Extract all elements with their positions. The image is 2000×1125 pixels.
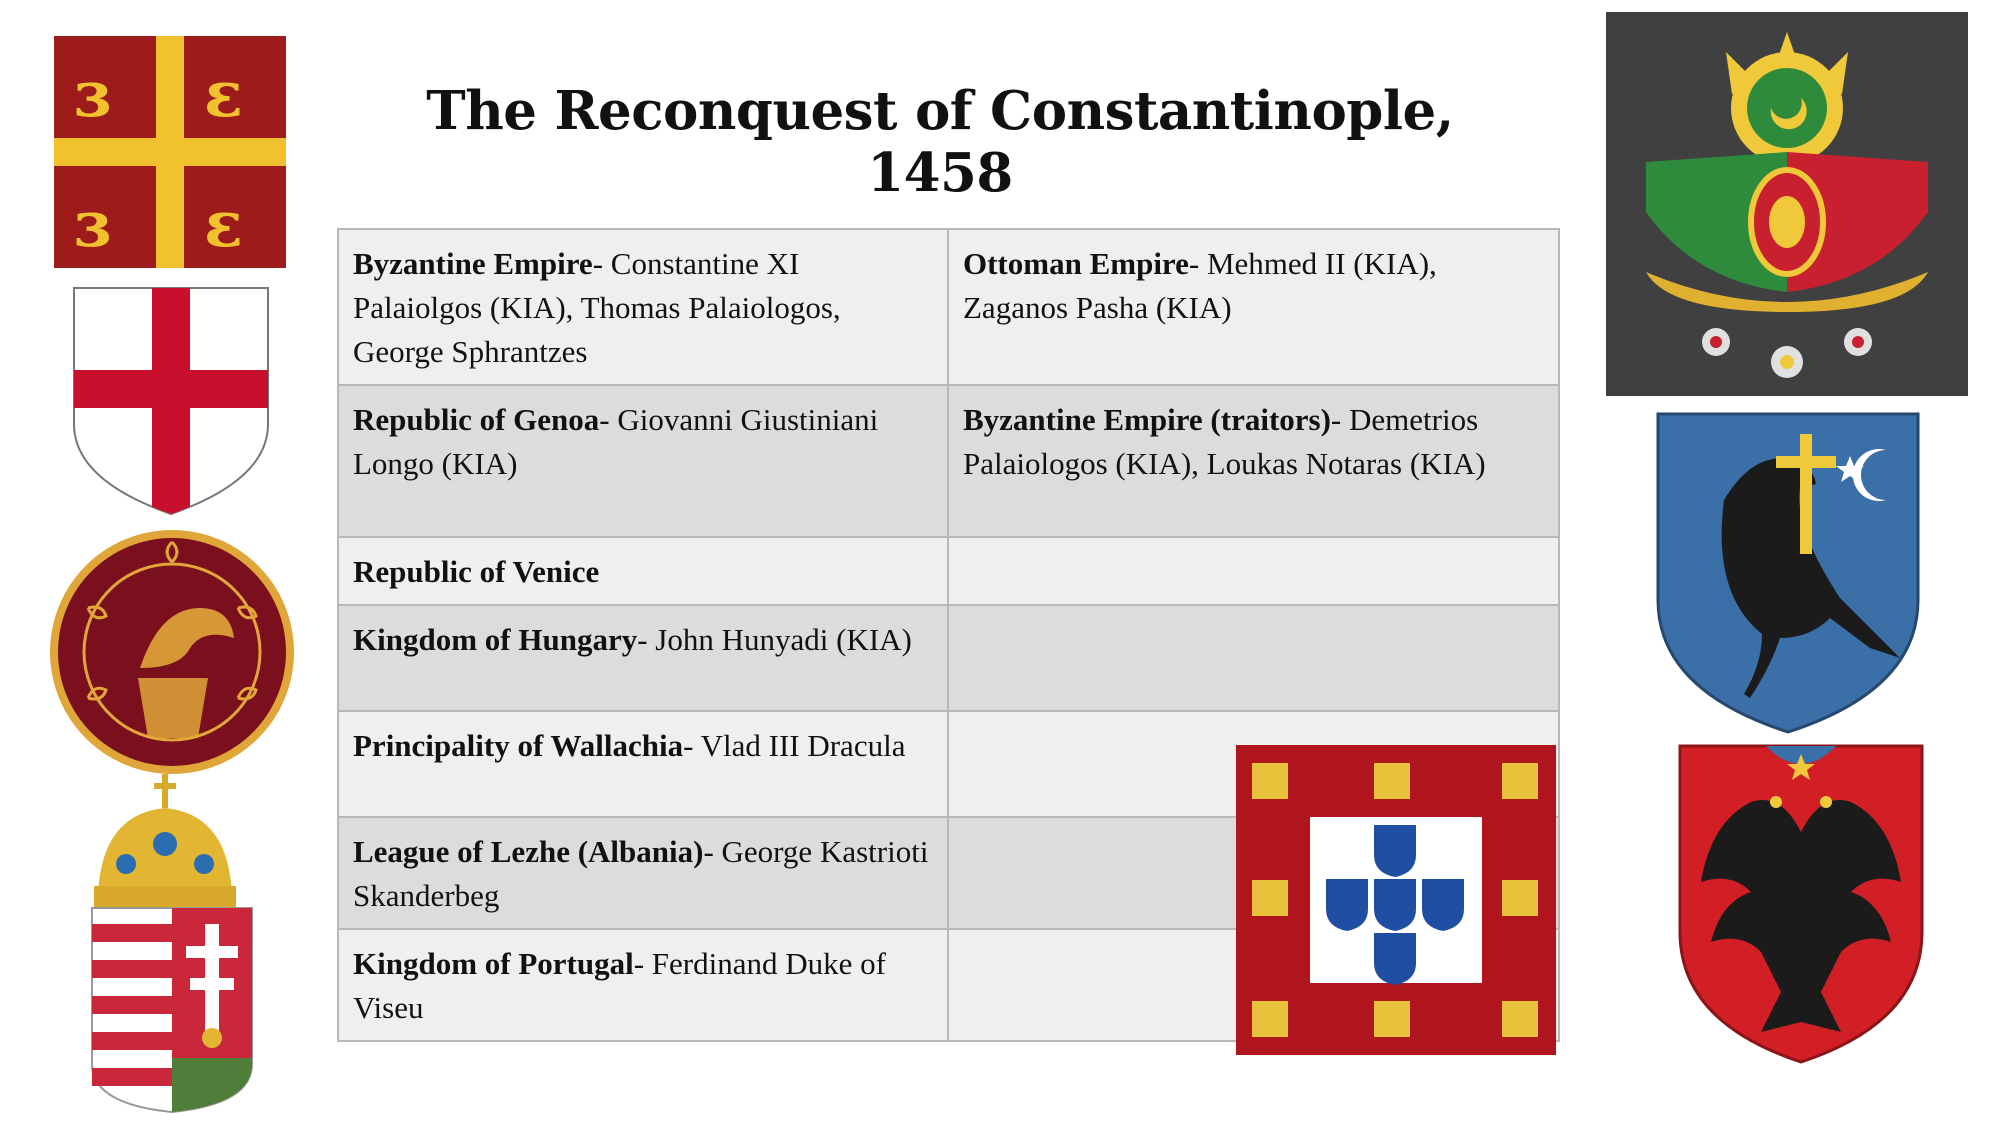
- svg-text:ɜ: ɜ: [74, 57, 110, 132]
- table-cell-left: [338, 929, 948, 1041]
- commanders-text: - George Kastrioti Skanderbeg: [353, 834, 929, 913]
- belligerent-name: Kingdom of Portugal: [353, 946, 634, 981]
- commanders-text: - Vlad III Dracula: [683, 728, 906, 763]
- commanders-text: - Mehmed II (KIA), Zaganos Pasha (KIA): [963, 246, 1437, 325]
- table-cell-left: [338, 537, 948, 605]
- svg-text:ɛ: ɛ: [204, 57, 243, 132]
- table-cell-right: [948, 229, 1559, 385]
- table-row: [338, 385, 1559, 537]
- belligerent-name: Kingdom of Hungary: [353, 622, 638, 657]
- venice-lion-roundel-icon: [48, 528, 296, 776]
- commanders-text: - John Hunyadi (KIA): [637, 622, 912, 657]
- belligerent-name: Byzantine Empire (traitors): [963, 402, 1331, 437]
- table-cell-left: [338, 229, 948, 385]
- svg-text:ɛ: ɛ: [204, 187, 243, 262]
- ottoman-coat-of-arms-icon: [1606, 12, 1968, 396]
- albania-eagle-shield-icon: [1676, 742, 1926, 1066]
- byzantine-tetragrammatic-flag-icon: [54, 36, 286, 268]
- wallachia-raven-shield-icon: [1654, 410, 1922, 736]
- portugal-castles-flag-icon: [1236, 745, 1556, 1055]
- belligerent-name: Byzantine Empire: [353, 246, 593, 281]
- svg-text:ɜ: ɜ: [74, 187, 110, 262]
- table-cell-left: [338, 711, 948, 817]
- table-cell-right: [948, 605, 1559, 711]
- commanders-text: - Ferdinand Duke of Viseu: [353, 946, 886, 1025]
- table-cell-right: [948, 385, 1559, 537]
- hungary-crowned-arms-icon: [86, 774, 258, 1116]
- belligerent-name: Ottoman Empire: [963, 246, 1189, 281]
- commanders-text: - Giovanni Giustiniani Longo (KIA): [353, 402, 879, 481]
- belligerent-name: Republic of Genoa: [353, 402, 600, 437]
- table-cell-left: [338, 385, 948, 537]
- table-cell-left: [338, 817, 948, 929]
- belligerent-name: Principality of Wallachia: [353, 728, 684, 763]
- table-row: [338, 229, 1559, 385]
- belligerent-name: Republic of Venice: [353, 554, 600, 589]
- belligerent-name: League of Lezhe (Albania): [353, 834, 704, 869]
- genoa-cross-shield-icon: [70, 284, 272, 518]
- table-cell-left: [338, 605, 948, 711]
- page-title: The Reconquest of Constantinople, 1458: [426, 80, 1454, 204]
- table-row: [338, 605, 1559, 711]
- table-cell-right: [948, 537, 1559, 605]
- commanders-text: - Constantine XI Palaiolgos (KIA), Thomas Palaiologos, George Sphrantzes: [353, 246, 841, 369]
- table-row: [338, 537, 1559, 605]
- commanders-text: - Demetrios Palaiologos (KIA), Loukas Notaras (KIA): [963, 402, 1486, 481]
